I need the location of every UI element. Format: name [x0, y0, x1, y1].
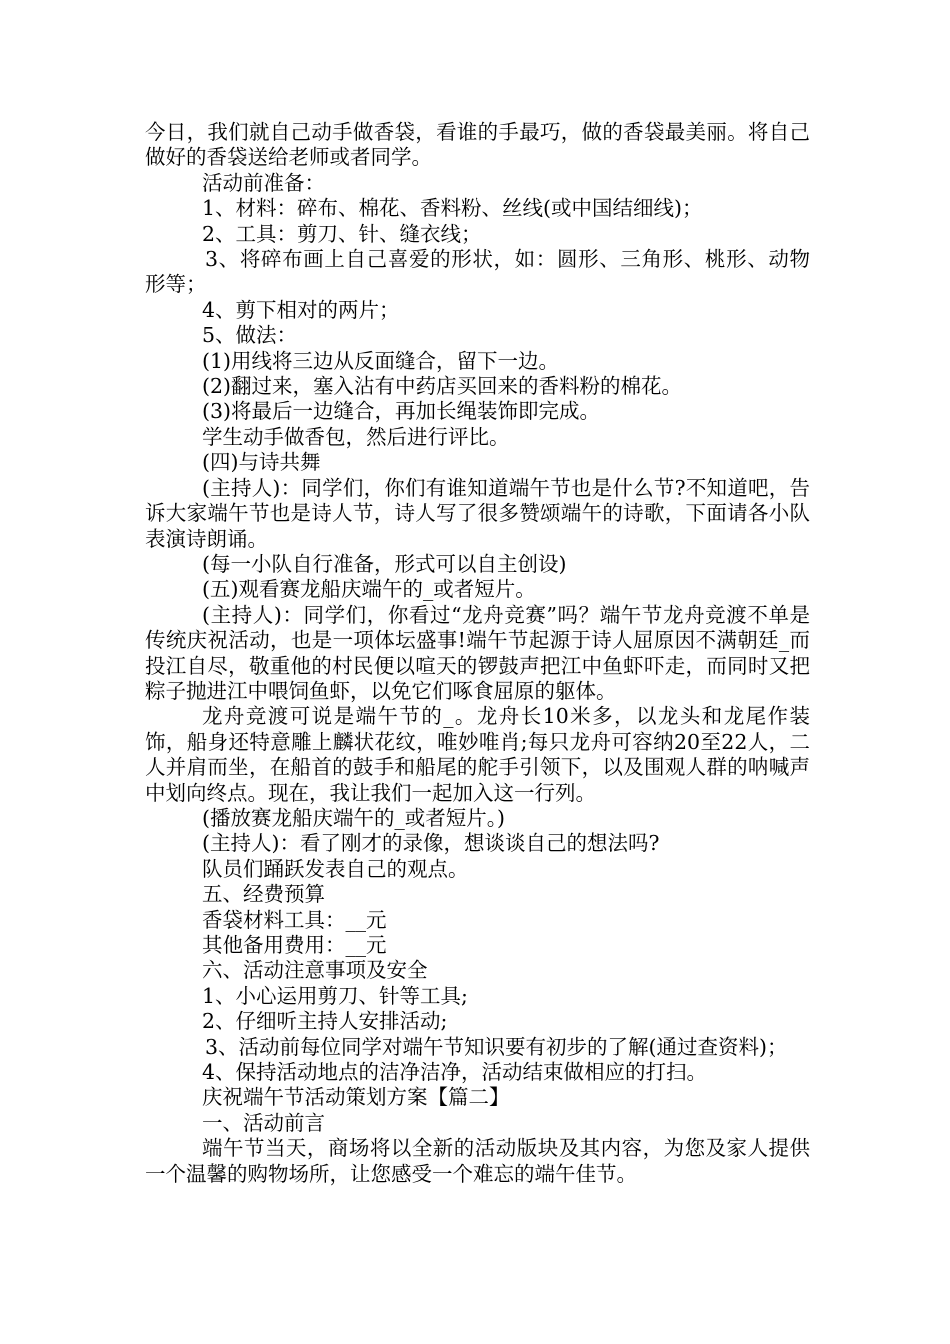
paragraph-team-prepare: (每一小队自行准备，形式可以自主创设)	[202, 551, 567, 576]
section-heading-dragon-boat: (五)观看赛龙船庆端午的_或者短片。	[202, 577, 536, 602]
paragraph-preparation-heading: 活动前准备：	[202, 170, 325, 195]
paragraph-host-question: (主持人)：看了刚才的录像，想谈谈自己的想法吗?	[202, 831, 660, 856]
paragraph-members-speak: 队员们踊跃发表自己的观点。	[202, 856, 469, 881]
section-heading-poetry: (四)与诗共舞	[202, 450, 321, 475]
section-heading-budget: 五、经费预算	[202, 882, 325, 907]
paragraph-dragon-boat-race: 龙舟竞渡可说是端午节的_。龙舟长10米多，以龙头和龙尾作装饰，船身还特意雕上麟状花纹，唯妙唯肖;每只龙舟可容纳20至22人，二人并肩而坐，在船首的鼓手和船尾的舵手引领下，以及围观人群的呐喊声中划向终点。现在，我让我们一起加入这一行列。	[145, 704, 810, 805]
paragraph-materials: 1、材料：碎布、棉花、香料粉、丝线(或中国结细线)；	[202, 196, 703, 221]
paragraph-preface: 端午节当天，商场将以全新的活动版块及其内容，为您及家人提供一个温馨的购物场所，让您感受一个难忘的端午佳节。	[145, 1136, 810, 1186]
paragraph-draw-shapes: 3、将碎布画上自己喜爱的形状，如：圆形、三角形、桃形、动物形等；	[145, 247, 810, 297]
section-heading-part-two: 庆祝端午节活动策划方案【篇二】	[202, 1085, 510, 1110]
section-heading-preface: 一、活动前言	[202, 1110, 325, 1135]
paragraph-budget-sachet: 香袋材料工具：__元	[202, 907, 387, 932]
paragraph-safety-3: 3、活动前每位同学对端午节知识要有初步的了解(通过查资料)；	[205, 1034, 788, 1059]
paragraph-host-dragon-boat: (主持人)：同学们，你看过“龙舟竞赛”吗？端午节龙舟竞渡不单是传统庆祝活动，也是一项体坛盛事!端午节起源于诗人屈原因不满朝廷_而投江自尽，敬重他的村民便以喧天的锣鼓声把江中鱼虾吓走，而同时又把粽子抛进江中喂饲鱼虾，以免它们啄食屈原的躯体。	[145, 602, 810, 703]
paragraph-step-1: (1)用线将三边从反面缝合，留下一边。	[202, 348, 560, 373]
paragraph-evaluation: 学生动手做香包，然后进行评比。	[202, 424, 510, 449]
paragraph-step-2: (2)翻过来，塞入沾有中药店买回来的香料粉的棉花。	[202, 374, 683, 399]
paragraph-intro: 今日，我们就自己动手做香袋，看谁的手最巧，做的香袋最美丽。将自己做好的香袋送给老师或者同学。	[145, 120, 810, 170]
paragraph-tools: 2、工具：剪刀、针、缝衣线；	[202, 221, 482, 246]
section-heading-safety: 六、活动注意事项及安全	[202, 958, 428, 983]
paragraph-cut-pieces: 4、剪下相对的两片；	[202, 297, 400, 322]
paragraph-method-heading: 5、做法：	[202, 323, 298, 348]
paragraph-budget-other: 其他备用费用：__元	[202, 933, 387, 957]
paragraph-safety-1: 1、小心运用剪刀、针等工具;	[202, 983, 468, 1008]
paragraph-host-poetry: (主持人)：同学们，你们有谁知道端午节也是什么节?不知道吧，告诉大家端午节也是诗人节，诗人写了很多赞颂端午的诗歌，下面请各小队表演诗朗诵。	[145, 475, 810, 551]
paragraph-step-3: (3)将最后一边缝合，再加长绳装饰即完成。	[202, 399, 601, 424]
paragraph-safety-2: 2、仔细听主持人安排活动;	[202, 1009, 448, 1034]
document-body	[145, 120, 810, 1187]
paragraph-play-video: (播放赛龙船庆端午的_或者短片。)	[202, 805, 505, 830]
paragraph-safety-4: 4、保持活动地点的洁净洁净，活动结束做相应的打扫。	[202, 1060, 708, 1085]
